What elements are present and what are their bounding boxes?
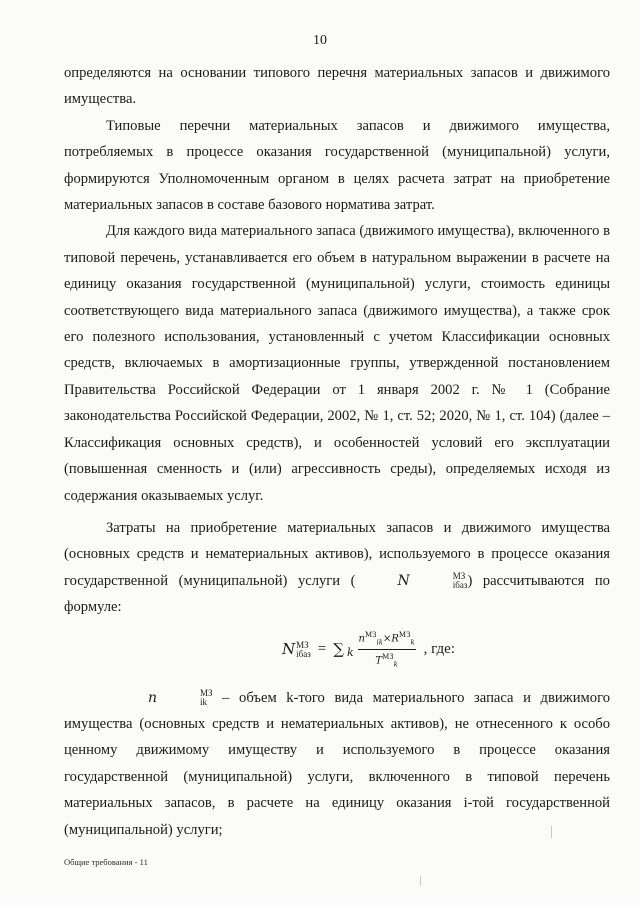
numerator-n-sub: ik [376, 637, 383, 646]
numerator-r-sup: МЗ [398, 630, 411, 639]
symbol-n-base-inline [356, 568, 468, 594]
formula-lhs [282, 636, 311, 663]
paragraph-2: Типовые перечни материальных запасов и движимого имущества, потребляемых в процессе оказания государственной (муниципальной) услуги, формируются Уполномоченным органом в целях расчета затрат на приобретение материальных запасов в составе базового норматива затрат. [64, 117, 610, 214]
formula-lhs-superscript: МЗ [296, 640, 309, 651]
formula-numerator [359, 629, 415, 648]
scan-mark-right [551, 826, 552, 838]
formula-lhs-letter: N [282, 639, 296, 658]
symbol-n-ik-letter: n [148, 689, 158, 706]
formula-sum-sign: ∑ [333, 640, 344, 659]
paragraph-4 [64, 515, 610, 621]
symbol-n-ik-superscript: МЗ [200, 688, 213, 699]
page-number: 10 [313, 33, 327, 48]
paragraph-5 [64, 685, 610, 843]
denominator-t-sup: МЗ [382, 652, 394, 661]
symbol-n-letter: N [397, 572, 410, 589]
formula-equals: = [317, 641, 327, 658]
symbol-n-subscript: iбаз [452, 580, 468, 591]
numerator-r-sub: k [410, 637, 415, 646]
paragraph-1: определяются на основании типового перечня материальных запасов и движимого имущества. [64, 65, 610, 108]
denominator-t: T [375, 655, 383, 667]
paragraph-3: Для каждого вида материального запаса (движимого имущества), включенного в типовой перечень, устанавливается его объем в натуральном выражении в расчете на единицу оказания государственной (муниципальной) услуги, стоимость единицы соответствующего вида материального запаса (движимого имущества), а также срок его полезного использования, установленный с учетом Классификации основных средств, включаемых в амортизационные группы, утвержденной постановлением Правительства Российской Федерации от 1 января 2002 г. № 1 (Собрание законодательства Российской Федерации, 2002, № 1, ст. 52; 2020, № 1, ст. 104) (далее – Классификация основных средств), и особенностей условий его эксплуатации (повышенная сменность и (или) агрессивность среды), определяемых исходя из содержания оказываемых услуг. [64, 223, 610, 504]
symbol-n-ik-inline [106, 685, 213, 711]
formula-sum-index: k [346, 646, 354, 660]
formula-block [64, 625, 610, 675]
formula-tail: , где: [423, 641, 455, 658]
paragraph-4-text-before: Затраты на приобретение материальных запасов и движимого имущества (основных средств и нематериальных активов), используемого в процессе оказания государственной (муниципальной) услуги ( [64, 519, 610, 589]
formula-fraction [358, 629, 416, 671]
paragraph-4-text-after: ) рассчитываются по формуле: [64, 572, 610, 616]
page-footer: Общие требования - 11 [64, 857, 148, 867]
formula-lhs-subscript: iбаз [296, 649, 311, 660]
symbol-n-superscript: МЗ [452, 571, 466, 582]
paragraph-5-text: – объем k-того вида материального запаса и движимого имущества (основных средств и нематериальных активов), не отнесенного к особо ценному движимому имуществу и используемого в процессе оказания государственной (муниципальной) услуги, включенного в типовой перечень материальных запасов, в расчете на единицу оказания i-той государственной (муниципальной) услуги; [64, 689, 610, 838]
denominator-t-sub: k [393, 660, 398, 669]
numerator-times: × [383, 632, 392, 644]
scan-mark-bottom [420, 876, 421, 886]
numerator-r: R [391, 632, 399, 644]
symbol-n-indices [411, 572, 468, 590]
symbol-n-ik-indices [158, 689, 213, 707]
fraction-bar [358, 649, 416, 650]
formula-lhs-indices [296, 641, 311, 659]
formula-denominator [375, 651, 397, 670]
formula [282, 629, 455, 671]
symbol-n-ik-subscript: ik [200, 697, 208, 708]
numerator-n: n [358, 632, 365, 644]
document-body [64, 60, 610, 843]
numerator-n-sup: МЗ [364, 630, 377, 639]
